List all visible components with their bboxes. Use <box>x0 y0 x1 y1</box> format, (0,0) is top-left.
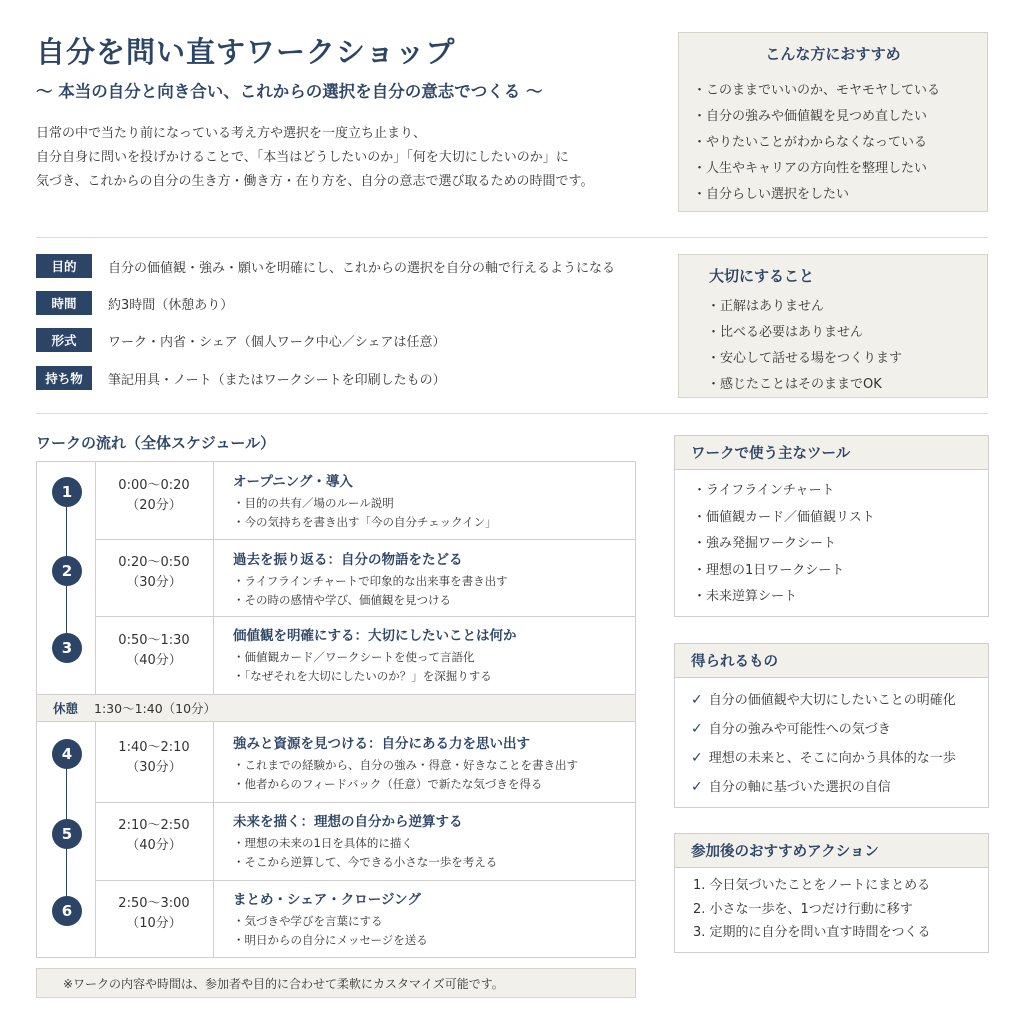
list-item <box>691 715 988 744</box>
step-duration: （40分） <box>126 653 182 668</box>
list-item: ・価値観カード／価値観リスト <box>693 509 875 525</box>
tools-title: ワークで使う主なツール <box>675 436 988 470</box>
column-divider <box>213 722 214 958</box>
step-detail: ・その時の感情や学び、価値観を見つける <box>233 593 452 607</box>
step-content <box>233 734 633 794</box>
step-title: 過去を振り返る：自分の物語をたどる <box>233 552 463 568</box>
step-time <box>95 476 213 516</box>
step-time <box>95 738 213 778</box>
check-icon: ✓ <box>691 750 703 766</box>
list-item: ・正解はありません <box>707 299 825 314</box>
schedule-table <box>36 461 636 958</box>
step-content <box>233 472 633 532</box>
info-tag: 目的 <box>36 254 92 278</box>
list-item: ・人生やキャリアの方向性を整理したい <box>693 161 928 176</box>
intro-line: 気づき、これからの自分の生き方・働き方・在り方を、自分の意志で選び取るための時間です。 <box>36 174 594 189</box>
list-item <box>691 744 988 773</box>
step-time <box>95 816 213 856</box>
step-number-badge: 4 <box>52 739 82 769</box>
actions-list <box>675 868 988 945</box>
step-content <box>233 550 633 610</box>
divider <box>36 237 988 238</box>
break-label: 休憩 <box>53 701 79 716</box>
step-detail: ・これまでの経験から、自分の強み・得意・好きなことを書き出す <box>233 758 578 772</box>
customize-note: ※ワークの内容や時間は、参加者や目的に合わせて柔軟にカスタマイズ可能です。 <box>36 968 636 998</box>
step-number-badge: 1 <box>52 477 82 507</box>
list-item: 3. 定期的に自分を問い直す時間をつくる <box>693 925 931 940</box>
step-detail: ・ライフラインチャートで印象的な出来事を書き出す <box>233 574 508 588</box>
step-detail: ・今の気持ちを書き出す「今の自分チェックイン」 <box>233 515 497 529</box>
list-item <box>691 773 988 802</box>
step-detail: ・理想の未来の1日を具体的に描く <box>233 836 413 850</box>
list-item: ・強み発掘ワークシート <box>693 536 837 551</box>
tools-list <box>675 470 988 611</box>
info-text: 筆記用具・ノート（またはワークシートを印刷したもの） <box>108 372 446 388</box>
intro-line: 日常の中で当たり前になっている考え方や選択を一度立ち止まり、 <box>36 126 427 141</box>
check-icon: ✓ <box>691 692 703 708</box>
gain-text: 自分の価値観や大切にしたいことの明確化 <box>708 693 956 708</box>
step-number-badge: 6 <box>52 896 82 926</box>
step-duration: （10分） <box>126 916 182 931</box>
step-time-range: 0:50〜1:30 <box>118 633 190 648</box>
list-item: ・安心して話せる場をつくります <box>707 351 903 366</box>
gains-box <box>674 643 989 808</box>
actions-title: 参加後のおすすめアクション <box>675 834 988 868</box>
list-item: 1. 今日気づいたことをノートにまとめる <box>693 878 931 893</box>
info-row-belongings <box>36 366 446 390</box>
step-time-range: 2:10〜2:50 <box>118 818 190 833</box>
step-detail: ・目的の共有／場のルール説明 <box>233 496 394 510</box>
important-box <box>678 254 988 398</box>
row-divider <box>95 616 635 617</box>
step-detail: ・明日からの自分にメッセージを送る <box>233 933 428 947</box>
info-row-time <box>36 291 233 315</box>
info-tag: 時間 <box>36 291 92 315</box>
list-item: ・感じたことはそのままでOK <box>707 377 882 392</box>
step-time <box>95 553 213 593</box>
step-time-range: 0:00〜0:20 <box>118 478 190 493</box>
row-divider <box>95 539 635 540</box>
column-divider <box>213 462 214 694</box>
step-number-badge: 2 <box>52 556 82 586</box>
step-time <box>95 894 213 934</box>
step-duration: （20分） <box>126 498 182 513</box>
row-divider <box>95 880 635 881</box>
list-item: ・ライフラインチャート <box>693 483 835 498</box>
intro-text <box>36 122 656 194</box>
list-item: ・自分の強みや価値観を見つめ直したい <box>693 109 928 124</box>
step-time-range: 0:20〜0:50 <box>118 555 190 570</box>
step-content <box>233 626 633 686</box>
info-text: ワーク・内省・シェア（個人ワーク中心／シェアは任意） <box>108 334 446 350</box>
gains-list <box>675 678 988 802</box>
gain-text: 理想の未来と、そこに向かう具体的な一歩 <box>708 751 956 766</box>
info-text: 約3時間（休憩あり） <box>108 297 234 313</box>
step-duration: （30分） <box>126 575 182 590</box>
gain-text: 自分の強みや可能性への気づき <box>708 722 891 737</box>
info-tag: 持ち物 <box>36 366 92 390</box>
step-title: オープニング・導入 <box>233 474 353 490</box>
step-time <box>95 631 213 671</box>
step-title: 価値観を明確にする：大切にしたいことは何か <box>233 628 517 644</box>
break-row <box>37 694 635 722</box>
step-number-badge: 5 <box>52 819 82 849</box>
gains-title: 得られるもの <box>675 644 988 678</box>
intro-line: 自分自身に問いを投げかけることで、「本当はどうしたいのか」「何を大切にしたいのか」に <box>36 150 569 165</box>
info-text: 自分の価値観・強み・願いを明確にし、これからの選択を自分の軸で行えるようになる <box>108 260 616 276</box>
list-item: 2. 小さな一歩を、1つだけ行動に移す <box>693 901 913 917</box>
page-subtitle: 〜 本当の自分と向き合い、これからの選択を自分の意志でつくる 〜 <box>36 82 543 101</box>
row-divider <box>95 802 635 803</box>
step-content <box>233 890 633 950</box>
info-row-format <box>36 328 445 352</box>
step-time-range: 2:50〜3:00 <box>118 896 190 911</box>
break-time: 1:30〜1:40（10分） <box>94 701 217 716</box>
list-item: ・自分らしい選択をしたい <box>693 187 850 202</box>
step-number-badge: 3 <box>52 633 82 663</box>
step-detail: ・価値観カード／ワークシートを使って言語化 <box>233 650 475 664</box>
step-title: 強みと資源を見つける：自分にある力を思い出す <box>233 736 530 752</box>
important-list <box>707 294 987 398</box>
list-item: ・理想の1日ワークシート <box>693 562 845 578</box>
step-title: 未来を描く：理想の自分から逆算する <box>233 814 463 830</box>
step-detail: ・気づきや学びを言葉にする <box>233 914 383 928</box>
list-item: ・やりたいことがわからなくなっている <box>693 135 928 150</box>
divider <box>36 413 988 414</box>
important-title: 大切にすること <box>709 267 815 285</box>
tools-box <box>674 435 989 617</box>
step-detail: ・「なぜそれを大切にしたいのか？」を深掘りする <box>233 669 492 683</box>
check-icon: ✓ <box>691 721 703 737</box>
page-title: 自分を問い直すワークショップ <box>36 35 456 69</box>
recommend-list <box>693 78 987 208</box>
list-item: ・未来逆算シート <box>693 589 798 604</box>
flow-title: ワークの流れ（全体スケジュール） <box>36 434 276 452</box>
step-detail: ・そこから逆算して、今できる小さな一歩を考える <box>233 855 498 869</box>
info-tag: 形式 <box>36 328 92 352</box>
step-content <box>233 812 633 872</box>
recommend-title: こんな方におすすめ <box>765 45 901 63</box>
list-item: ・比べる必要はありません <box>707 325 864 340</box>
list-item: ・このままでいいのか、モヤモヤしている <box>693 83 941 98</box>
step-time-range: 1:40〜2:10 <box>118 740 190 755</box>
step-detail: ・他者からのフィードバック（任意）で新たな気づきを得る <box>233 777 543 791</box>
step-title: まとめ・シェア・クロージング <box>233 892 421 908</box>
step-duration: （30分） <box>126 760 182 775</box>
recommend-box <box>678 32 988 212</box>
info-row-purpose <box>36 254 615 278</box>
step-duration: （40分） <box>126 838 182 853</box>
actions-box <box>674 833 989 953</box>
check-icon: ✓ <box>691 779 703 795</box>
list-item <box>691 686 988 715</box>
gain-text: 自分の軸に基づいた選択の自信 <box>708 780 891 795</box>
